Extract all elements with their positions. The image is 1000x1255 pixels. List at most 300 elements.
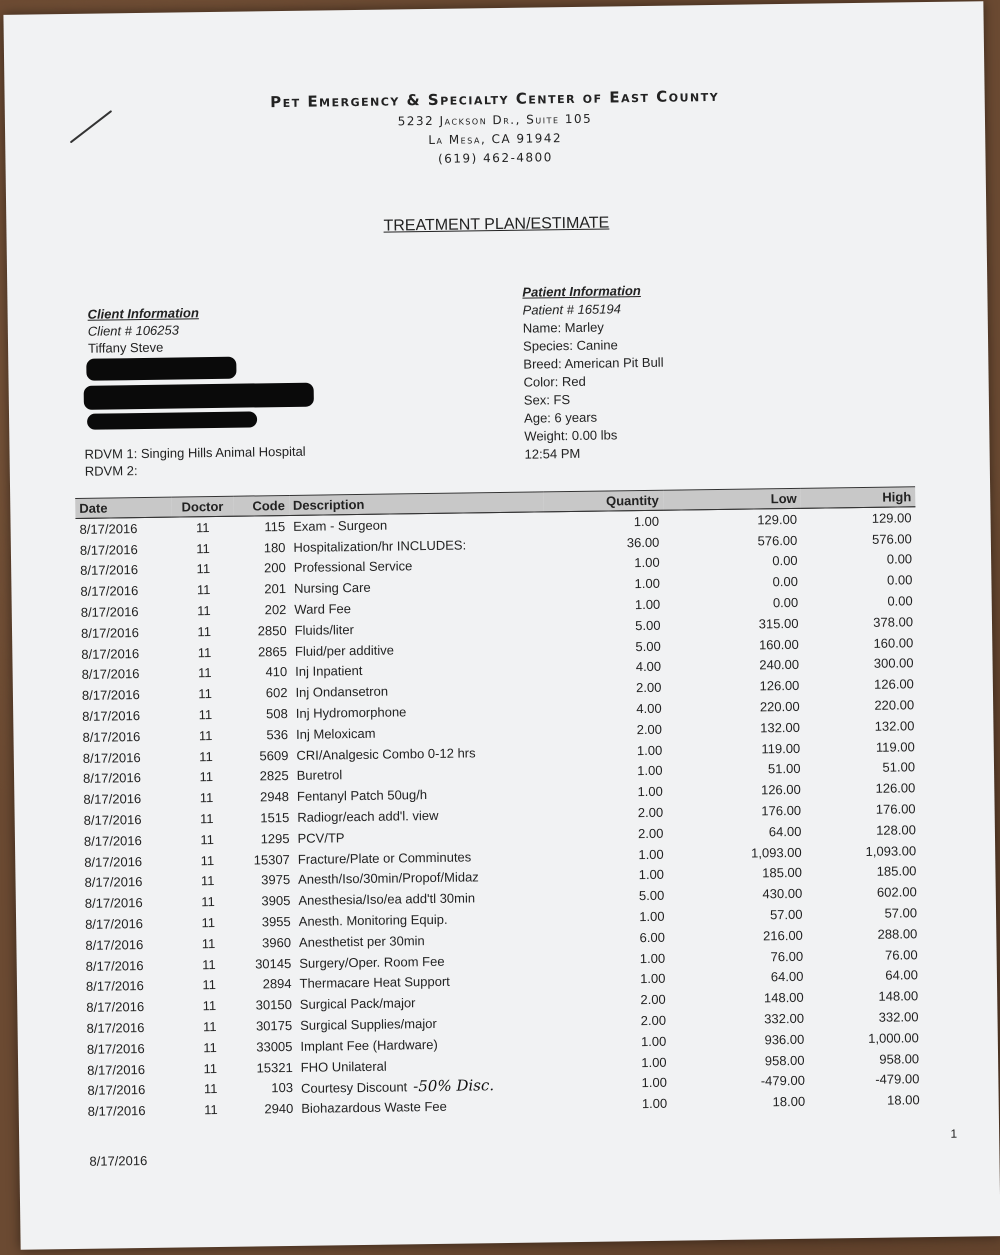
cell-low-text: 18.00 <box>772 1094 806 1110</box>
cell-doctor <box>179 1078 242 1100</box>
cell-quantity <box>548 802 668 824</box>
cell-quantity-text: 1.00 <box>636 742 663 758</box>
cell-quantity-text: 1.00 <box>639 950 666 966</box>
cell-doctor-text: 11 <box>196 540 210 556</box>
cell-code-text: 2850 <box>257 622 287 639</box>
cell-doctor-text: 11 <box>202 998 217 1014</box>
cell-quantity <box>547 739 667 761</box>
cell-quantity-text: 2.00 <box>635 680 662 696</box>
cell-quantity-text: 2.00 <box>640 1012 667 1029</box>
cell-date <box>77 601 173 623</box>
cell-date <box>79 767 175 789</box>
cell-quantity-text: 4.00 <box>636 700 662 717</box>
cell-date-text: 8/17/2016 <box>82 728 141 745</box>
cell-doctor <box>179 1037 242 1059</box>
cell-quantity <box>544 552 664 574</box>
cell-doctor-text: 11 <box>196 582 211 598</box>
cell-high-text: 185.00 <box>876 863 917 880</box>
redaction-bar <box>86 357 236 381</box>
cell-high <box>804 736 919 758</box>
cell-date-text: 8/17/2016 <box>80 624 140 641</box>
cell-high-text: 51.00 <box>882 759 916 776</box>
cell-quantity <box>545 636 665 658</box>
cell-quantity <box>544 532 664 554</box>
cell-date <box>82 954 178 976</box>
cell-code <box>235 641 291 663</box>
cell-doctor <box>176 870 239 892</box>
cell-quantity <box>550 947 670 969</box>
cell-description-text: Surgical Supplies/major <box>300 1015 437 1033</box>
cell-low <box>666 738 804 761</box>
cell-date <box>82 996 178 1018</box>
cell-code-text: 3955 <box>261 914 291 930</box>
cell-doctor-text: 11 <box>202 956 216 972</box>
cell-date-text: 8/17/2016 <box>84 853 143 870</box>
patient-weight: Weight: 0.00 lbs <box>524 427 618 444</box>
cell-low <box>665 675 803 698</box>
patient-info <box>522 282 665 464</box>
cell-date <box>80 830 176 852</box>
cell-code <box>239 890 295 912</box>
cell-code <box>239 911 295 933</box>
cell-description-text: Professional Service <box>293 558 413 576</box>
cell-description-text: PCV/TP <box>297 830 345 846</box>
cell-quantity <box>544 510 664 533</box>
cell-low <box>665 654 803 677</box>
cell-description-text: Inj Inpatient <box>295 663 363 680</box>
cell-code <box>242 1098 298 1120</box>
cell-date <box>80 850 176 872</box>
cell-code <box>239 869 295 891</box>
cell-doctor <box>174 704 237 726</box>
cell-date <box>76 559 172 581</box>
cell-doctor <box>177 891 240 913</box>
cell-code-text: 3975 <box>261 872 291 888</box>
cell-quantity-text: 6.00 <box>639 929 665 945</box>
cell-high-text: 129.00 <box>871 510 912 526</box>
cell-low <box>667 800 805 823</box>
cell-code-text: 602 <box>265 685 288 701</box>
cell-date-text: 8/17/2016 <box>83 791 142 808</box>
cell-low <box>668 904 806 927</box>
cell-quantity-text: 2.00 <box>636 721 663 737</box>
cell-low <box>667 779 805 802</box>
cell-quantity <box>545 615 665 637</box>
cell-high <box>808 1006 923 1028</box>
cell-code-text: 15307 <box>253 851 290 868</box>
cell-high <box>809 1089 924 1111</box>
cell-high <box>803 653 918 675</box>
cell-code-text: 1295 <box>260 830 290 847</box>
cell-doctor <box>178 974 241 996</box>
cell-high <box>801 549 916 571</box>
cell-doctor <box>174 683 237 705</box>
cell-quantity-text: 1.00 <box>634 596 661 613</box>
cell-quantity-text: 2.00 <box>640 991 666 1008</box>
cell-quantity <box>545 594 665 616</box>
cell-description-text: Buretrol <box>296 767 343 784</box>
cell-code-text: 30175 <box>255 1017 293 1034</box>
cell-doctor-text: 11 <box>198 686 212 702</box>
cell-quantity <box>546 677 666 699</box>
cell-doctor <box>180 1099 243 1121</box>
handwritten-note: -50% Disc. <box>413 1076 495 1096</box>
cell-quantity-text: 1.00 <box>634 576 661 592</box>
cell-quantity-text: 1.00 <box>641 1075 668 1091</box>
clinic-address-2: La Mesa, CA 91942 <box>428 131 563 147</box>
cell-doctor-text: 11 <box>200 852 215 868</box>
cell-date-text: 8/17/2016 <box>85 916 144 932</box>
cell-high-text: 1,000.00 <box>868 1030 919 1046</box>
cell-low-text: 240.00 <box>759 657 800 673</box>
cell-doctor <box>173 642 236 664</box>
cell-low <box>671 1070 809 1093</box>
cell-description <box>297 1095 552 1119</box>
cell-date <box>79 788 175 810</box>
cell-low-text: 315.00 <box>758 615 799 632</box>
cell-description-text: Inj Ondansetron <box>295 683 389 701</box>
cell-date <box>78 726 174 748</box>
client-info-header: Client Information <box>87 305 199 322</box>
cell-high-text: 57.00 <box>884 905 918 921</box>
cell-quantity <box>550 968 670 990</box>
cell-low-text: 430.00 <box>762 886 803 902</box>
cell-date-text: 8/17/2016 <box>83 832 142 849</box>
cell-doctor <box>176 849 239 871</box>
cell-low <box>663 508 801 531</box>
cell-doctor <box>172 516 235 538</box>
cell-low-text: 0.00 <box>772 574 799 590</box>
cell-high <box>806 861 921 883</box>
cell-doctor-text: 11 <box>201 894 215 910</box>
cell-high-text: 378.00 <box>873 614 914 630</box>
cell-description-text: Surgery/Oper. Room Fee <box>299 953 445 971</box>
cell-high-text: 288.00 <box>877 926 918 942</box>
cell-low <box>666 758 804 781</box>
cell-low-text: 132.00 <box>760 719 801 736</box>
cell-low <box>669 925 807 948</box>
cell-low <box>670 1049 808 1072</box>
cell-high-text: 0.00 <box>887 593 913 609</box>
clinic-letterhead <box>5 83 986 172</box>
cell-doctor-text: 11 <box>203 1060 218 1076</box>
column-header-code: Code <box>233 495 289 516</box>
cell-code-text: 115 <box>264 518 286 535</box>
cell-description-text: Ward Fee <box>294 601 352 617</box>
patient-age: Age: 6 years <box>524 409 598 426</box>
cell-code <box>240 953 296 975</box>
cell-code <box>237 724 293 746</box>
redaction-bar <box>84 383 314 410</box>
cell-description-text: Biohazardous Waste Fee <box>301 1099 447 1117</box>
cell-date <box>83 1037 179 1059</box>
column-header-doctor: Doctor <box>171 496 233 517</box>
cell-code <box>237 766 293 788</box>
cell-doctor <box>176 829 239 851</box>
cell-low <box>663 550 801 573</box>
patient-sex: Sex: FS <box>523 392 571 408</box>
cell-quantity-text: 1.00 <box>641 1095 668 1112</box>
cell-low <box>666 717 804 740</box>
cell-doctor-text: 11 <box>198 707 213 723</box>
cell-date <box>75 517 171 540</box>
cell-description-text: Hospitalization/hr INCLUDES: <box>293 537 467 555</box>
cell-date <box>81 892 177 914</box>
rdvm-1: RDVM 1: Singing Hills Animal Hospital <box>84 443 306 462</box>
cell-date-text: 8/17/2016 <box>87 1103 146 1120</box>
client-number: Client # 106253 <box>87 322 180 339</box>
cell-doctor-text: 11 <box>203 1039 217 1056</box>
cell-code <box>235 620 291 642</box>
cell-quantity-text: 1.00 <box>641 1054 667 1070</box>
cell-low-text: 148.00 <box>763 990 804 1006</box>
cell-doctor-text: 11 <box>200 811 214 827</box>
column-header-description: Description <box>289 492 544 516</box>
cell-description-text: CRI/Analgesic Combo 0-12 hrs <box>296 745 476 763</box>
cell-quantity-text: 1.00 <box>638 867 665 883</box>
cell-low <box>663 530 801 553</box>
cell-low-text: 126.00 <box>760 782 801 798</box>
cell-quantity-text: 1.00 <box>639 908 665 925</box>
cell-high <box>803 632 918 654</box>
cell-code <box>234 537 290 559</box>
cell-low-text: 51.00 <box>767 761 801 777</box>
cell-low <box>667 821 805 844</box>
clinic-phone: (619) 462-4800 <box>437 150 553 166</box>
cell-code <box>240 994 296 1016</box>
patient-number: Patient # 165194 <box>522 301 622 318</box>
cell-description-text: Implant Fee (Hardware) <box>300 1036 438 1054</box>
cell-high <box>809 1069 924 1091</box>
cell-quantity-text: 1.00 <box>634 555 660 571</box>
estimate-table <box>75 486 924 1122</box>
cell-code-text: 2865 <box>257 643 288 660</box>
cell-doctor <box>176 808 239 830</box>
cell-code <box>236 662 292 684</box>
document-title: TREATMENT PLAN/ESTIMATE <box>383 214 610 235</box>
cell-code-text: 30145 <box>255 955 292 972</box>
cell-date <box>82 1017 178 1039</box>
cell-code <box>234 558 290 580</box>
cell-date-text: 8/17/2016 <box>85 957 144 974</box>
cell-doctor-text: 11 <box>199 790 214 806</box>
cell-description-text: Inj Meloxicam <box>295 725 376 742</box>
cell-code <box>240 973 296 995</box>
cell-quantity <box>548 823 668 845</box>
cell-low-text: 332.00 <box>764 1010 805 1027</box>
cell-low-text: 119.00 <box>761 740 801 757</box>
cell-low-text: 185.00 <box>762 865 803 881</box>
cell-date-text: 8/17/2016 <box>86 999 145 1016</box>
cell-low-text: 57.00 <box>769 906 803 923</box>
cell-code <box>241 1015 297 1037</box>
cell-high-text: 332.00 <box>878 1009 919 1025</box>
cell-low <box>670 1008 808 1031</box>
cell-high-text: 958.00 <box>879 1050 920 1067</box>
cell-code-text: 2948 <box>259 789 290 805</box>
cell-code <box>238 807 294 829</box>
client-name: Tiffany Steve <box>87 339 164 356</box>
patient-breed: Breed: American Pit Bull <box>523 354 664 372</box>
cell-code-text: 1515 <box>260 810 290 826</box>
cell-high <box>806 840 921 862</box>
cell-date <box>76 538 172 560</box>
cell-quantity-text: 5.00 <box>635 617 661 634</box>
cell-low <box>669 946 807 969</box>
cell-date <box>83 1058 179 1080</box>
cell-description-text: Anesth. Monitoring Equip. <box>298 911 448 929</box>
cell-high-text: 1,093.00 <box>865 842 917 859</box>
cell-doctor <box>178 995 241 1017</box>
cell-date-text: 8/17/2016 <box>82 770 142 787</box>
cell-high-text: 148.00 <box>878 988 919 1004</box>
cell-code <box>236 703 292 725</box>
cell-high <box>808 985 923 1007</box>
cell-high-text: 576.00 <box>871 530 912 547</box>
cell-low-text: 0.00 <box>772 594 799 611</box>
patient-info-header: Patient Information <box>522 283 641 300</box>
cell-code-text: 201 <box>264 581 287 597</box>
cell-code-text: 3905 <box>261 893 291 909</box>
cell-doctor <box>177 933 240 955</box>
cell-code <box>238 786 294 808</box>
cell-high <box>808 1048 923 1070</box>
cell-description-text: Inj Hydromorphone <box>295 704 407 721</box>
cell-date-text: 8/17/2016 <box>81 687 140 704</box>
cell-date <box>84 1100 180 1122</box>
cell-high <box>808 1027 923 1049</box>
cell-quantity <box>551 1051 671 1073</box>
cell-high <box>807 944 922 966</box>
cell-high <box>801 528 916 550</box>
cell-quantity <box>548 843 668 865</box>
cell-doctor-text: 11 <box>197 665 212 681</box>
cell-code-text: 3960 <box>261 934 292 951</box>
cell-high <box>806 882 921 904</box>
footer-date: 8/17/2016 <box>89 1153 148 1169</box>
cell-doctor <box>175 787 238 809</box>
cell-high <box>804 715 919 737</box>
cell-doctor-text: 11 <box>197 644 212 660</box>
cell-date-text: 8/17/2016 <box>79 541 138 558</box>
cell-quantity-text: 1.00 <box>640 1033 667 1049</box>
cell-date <box>78 684 174 706</box>
cell-high <box>802 611 917 633</box>
cell-quantity-text: 1.00 <box>633 513 660 530</box>
cell-high <box>802 590 917 612</box>
patient-color: Color: Red <box>523 373 586 390</box>
cell-code <box>241 1036 297 1058</box>
clinic-address-1: 5232 Jackson Dr., Suite 105 <box>397 111 593 129</box>
cell-low-text: 220.00 <box>759 698 800 715</box>
cell-code-text: 30150 <box>255 997 292 1013</box>
cell-doctor-text: 11 <box>200 873 215 889</box>
cell-date <box>79 746 175 768</box>
cell-date-text: 8/17/2016 <box>81 645 140 662</box>
cell-doctor <box>172 558 235 580</box>
cell-code <box>234 515 290 537</box>
cell-low-text: 1,093.00 <box>750 844 802 861</box>
cell-high <box>805 798 920 820</box>
cell-date-text: 8/17/2016 <box>80 583 139 600</box>
cell-code-text: 410 <box>265 664 288 680</box>
cell-quantity-text: 1.00 <box>637 784 663 800</box>
cell-date-text: 8/17/2016 <box>84 895 143 912</box>
cell-date-text: 8/17/2016 <box>86 1020 145 1036</box>
cell-high-text: 18.00 <box>887 1092 920 1108</box>
cell-high-text: -479.00 <box>875 1071 920 1088</box>
cell-high-text: 0.00 <box>886 551 913 568</box>
cell-quantity <box>551 1031 671 1053</box>
cell-doctor <box>179 1016 242 1038</box>
cell-low <box>666 696 804 719</box>
cell-high <box>803 674 918 696</box>
cell-doctor-text: 11 <box>202 1019 217 1035</box>
cell-quantity-text: 1.00 <box>637 763 663 779</box>
cell-doctor <box>174 662 237 684</box>
cell-description-text: FHO Unilateral <box>300 1058 387 1075</box>
cell-quantity-text: 2.00 <box>637 825 664 841</box>
cell-low <box>669 966 807 989</box>
cell-doctor-text: 11 <box>204 1102 218 1118</box>
column-header-low: Low <box>663 488 801 510</box>
cell-high <box>804 757 919 779</box>
cell-code <box>238 849 294 871</box>
cell-high <box>801 507 916 530</box>
cell-date <box>78 705 174 727</box>
cell-date-text: 8/17/2016 <box>84 874 143 891</box>
cell-quantity <box>547 760 667 782</box>
cell-description-text: Nursing Care <box>293 580 371 597</box>
cell-low <box>664 571 802 594</box>
cell-high-text: 220.00 <box>874 697 915 713</box>
cell-description-text: Fluids/liter <box>294 621 354 638</box>
cell-date-text: 8/17/2016 <box>80 604 139 620</box>
cell-doctor <box>173 621 236 643</box>
cell-low-text: 176.00 <box>761 802 802 819</box>
cell-low <box>668 883 806 906</box>
cell-code-text: 2894 <box>262 976 292 992</box>
cell-date <box>80 809 176 831</box>
cell-high <box>807 965 922 987</box>
cell-quantity <box>549 885 669 907</box>
cell-code <box>241 1057 297 1079</box>
cell-low <box>664 592 802 615</box>
cell-description-text: Thermacare Heat Support <box>299 974 450 992</box>
cell-low-text: 64.00 <box>770 969 804 985</box>
cell-low <box>668 842 806 865</box>
cell-quantity <box>551 1072 671 1094</box>
cell-code-text: 103 <box>271 1080 294 1096</box>
cell-high <box>803 694 918 716</box>
cell-date-text: 8/17/2016 <box>85 978 144 995</box>
cell-quantity-text: 36.00 <box>626 534 660 550</box>
cell-doctor-text: 11 <box>198 727 213 744</box>
cell-doctor-text: 11 <box>195 519 210 536</box>
cell-doctor-text: 11 <box>201 915 216 931</box>
cell-low <box>670 1029 808 1052</box>
cell-code-text: 536 <box>266 726 289 743</box>
cell-high-text: 176.00 <box>875 801 916 817</box>
cell-high-text: 126.00 <box>875 780 916 797</box>
cell-quantity-text: 4.00 <box>635 659 662 675</box>
cell-date-text: 8/17/2016 <box>86 1040 145 1057</box>
cell-description-text: Radiogr/each add'l. view <box>297 807 439 825</box>
cell-code-text: 508 <box>265 706 288 722</box>
cell-low-text: 76.00 <box>770 948 804 964</box>
cell-code-text: 2940 <box>264 1101 294 1117</box>
column-header-date: Date <box>75 497 171 518</box>
